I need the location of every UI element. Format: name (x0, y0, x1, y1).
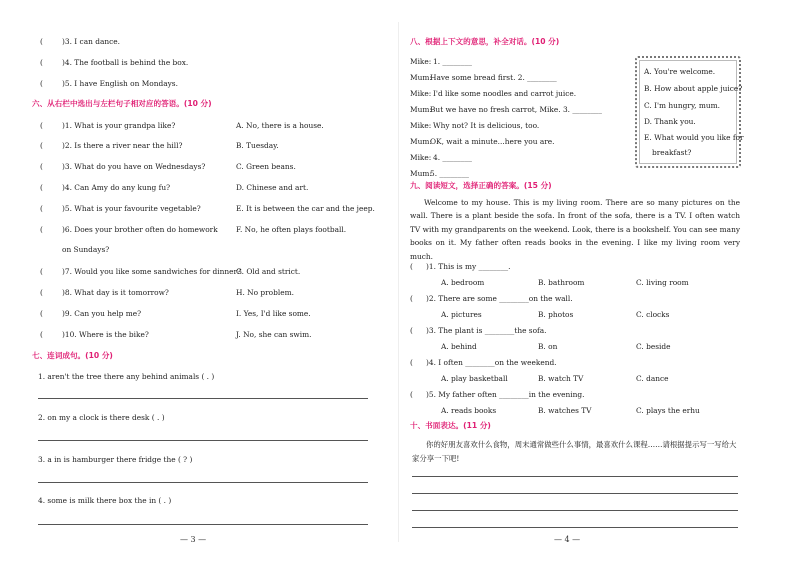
reading-question: )3. The plant is ________the sofa. (426, 326, 547, 335)
option-c: C. beside (636, 342, 671, 351)
section-7-title: 七、连词成句。(10 分) (32, 351, 113, 360)
paren: ( (410, 294, 413, 303)
option-b: B. photos (538, 310, 574, 319)
match-question: )10. Where is the bike? (62, 330, 149, 339)
match-question-cont: on Sundays? (62, 245, 110, 254)
dialog-speaker: Mike: (410, 153, 432, 162)
reading-question: )2. There are some ________on the wall. (426, 294, 573, 303)
paren: ( (40, 141, 43, 150)
match-answer: A. No, there is a house. (236, 121, 324, 130)
section-6-title: 六、从右栏中选出与左栏句子相对应的答语。(10 分) (32, 99, 212, 108)
paren: ( (40, 225, 43, 234)
reading-question: )4. I often ________on the weekend. (426, 358, 557, 367)
paren: ( (410, 358, 413, 367)
section-9-title: 九、阅读短文，选择正确的答案。(15 分) (410, 181, 552, 190)
option-a: A. bedroom (441, 278, 485, 287)
dialog-speaker: Mum: (410, 169, 432, 178)
writing-line[interactable] (412, 476, 738, 477)
word-order-item: 2. on my a clock is there desk ( . ) (38, 413, 165, 422)
match-question: )2. Is there a river near the hill? (62, 141, 183, 150)
reading-question: )5. My father often ________in the evening. (426, 390, 585, 399)
writing-line[interactable] (412, 493, 738, 494)
option-c: C. living room (636, 278, 689, 287)
option: D. Thank you. (644, 117, 696, 126)
match-answer: F. No, he often plays football. (236, 225, 347, 234)
option-c: C. dance (636, 374, 669, 383)
section-10-title: 十、书面表达。(11 分) (410, 421, 491, 430)
writing-line[interactable] (412, 527, 738, 528)
answer-line[interactable] (38, 440, 368, 441)
word-order-item: 1. aren't the tree there any behind animals ( . ) (38, 372, 215, 381)
option-a: A. pictures (441, 310, 482, 319)
paren: ( (40, 37, 43, 46)
option-c: C. plays the erhu (636, 406, 700, 415)
writing-line[interactable] (412, 510, 738, 511)
page-number: — 3 — (180, 535, 207, 544)
option: A. You're welcome. (644, 67, 716, 76)
match-question: )8. What day is it tomorrow? (62, 288, 169, 297)
dialog-line: Why not? It is delicious, too. (433, 121, 540, 130)
section-8-title: 八、根据上下文的意思，补全对话。(10 分) (410, 37, 560, 46)
match-question: )3. What do you have on Wednesdays? (62, 162, 206, 171)
paren: ( (40, 58, 43, 67)
option: E. What would you like for (644, 133, 744, 142)
match-question: )5. What is your favourite vegetable? (62, 204, 201, 213)
option-b: B. watch TV (538, 374, 584, 383)
paren: ( (40, 309, 43, 318)
question-item: )4. The football is behind the box. (62, 58, 189, 67)
paren: ( (40, 79, 43, 88)
answer-line[interactable] (38, 398, 368, 399)
dialog-line: 5. ________ (430, 169, 469, 178)
option-cont: breakfast? (652, 148, 692, 157)
dialog-line: Have some bread first. 2. ________ (430, 73, 557, 82)
match-answer: G. Old and strict. (236, 267, 301, 276)
page-number: — 4 — (554, 535, 581, 544)
option-b: B. on (538, 342, 558, 351)
paren: ( (40, 183, 43, 192)
dialog-line: 1. ________ (433, 57, 472, 66)
match-question: )1. What is your grandpa like? (62, 121, 176, 130)
word-order-item: 3. a in is hamburger there fridge the ( ? ) (38, 455, 193, 464)
match-answer: D. Chinese and art. (236, 183, 309, 192)
match-answer: C. Green beans. (236, 162, 296, 171)
option-a: A. reads books (441, 406, 497, 415)
word-order-item: 4. some is milk there box the in ( . ) (38, 496, 172, 505)
dialog-line: OK, wait a minute...here you are. (430, 137, 555, 146)
dialog-line: 4. ________ (433, 153, 472, 162)
right-page (400, 0, 800, 566)
paren: ( (410, 262, 413, 271)
dialog-speaker: Mike: (410, 57, 432, 66)
writing-prompt: 你的好朋友喜欢什么食物，周末通常做些什么事情，最喜欢什么课程……请根据提示写一写给大家分享一下吧! (412, 440, 737, 463)
dialog-speaker: Mum: (410, 105, 432, 114)
option: B. How about apple juice? (644, 84, 743, 93)
question-item: )3. I can dance. (62, 37, 120, 46)
dialog-speaker: Mike: (410, 89, 432, 98)
reading-question: )1. This is my ________. (426, 262, 511, 271)
paren: ( (40, 121, 43, 130)
question-item: )5. I have English on Mondays. (62, 79, 178, 88)
paren: ( (410, 390, 413, 399)
answer-line[interactable] (38, 524, 368, 525)
match-answer: B. Tuesday. (236, 141, 279, 150)
dialog-line: But we have no fresh carrot, Mike. 3. ________ (430, 105, 602, 114)
answer-line[interactable] (38, 482, 368, 483)
match-answer: H. No problem. (236, 288, 294, 297)
dialog-speaker: Mum: (410, 137, 432, 146)
option-b: B. bathroom (538, 278, 585, 287)
option: C. I'm hungry, mum. (644, 101, 720, 110)
dialog-speaker: Mum: (410, 73, 432, 82)
paren: ( (40, 162, 43, 171)
paren: ( (40, 330, 43, 339)
match-question: )7. Would you like some sandwiches for dinner? (62, 267, 242, 276)
match-answer: J. No, she can swim. (236, 330, 312, 339)
match-question: )9. Can you help me? (62, 309, 142, 318)
option-a: A. play basketball (441, 374, 508, 383)
paren: ( (40, 288, 43, 297)
paren: ( (410, 326, 413, 335)
paren: ( (40, 267, 43, 276)
paren: ( (40, 204, 43, 213)
match-question: )6. Does your brother often do homework (62, 225, 218, 234)
option-c: C. clocks (636, 310, 670, 319)
option-a: A. behind (441, 342, 477, 351)
match-question: )4. Can Amy do any kung fu? (62, 183, 171, 192)
match-answer: E. It is between the car and the jeep. (236, 204, 375, 213)
option-b: B. watches TV (538, 406, 592, 415)
dialog-speaker: Mike: (410, 121, 432, 130)
dialog-line: I'd like some noodles and carrot juice. (433, 89, 577, 98)
match-answer: I. Yes, I'd like some. (236, 309, 311, 318)
reading-passage: Welcome to my house. This is my living room. There are so many pictures on the wall. There is a plant beside the sofa. In front of the sofa, there is a TV. I often watch TV with my grandparents on the weekend. Look, there is a bookshelf. You can see many books on it. My father often reads books in the evening. I like my living room very much. (410, 198, 740, 261)
